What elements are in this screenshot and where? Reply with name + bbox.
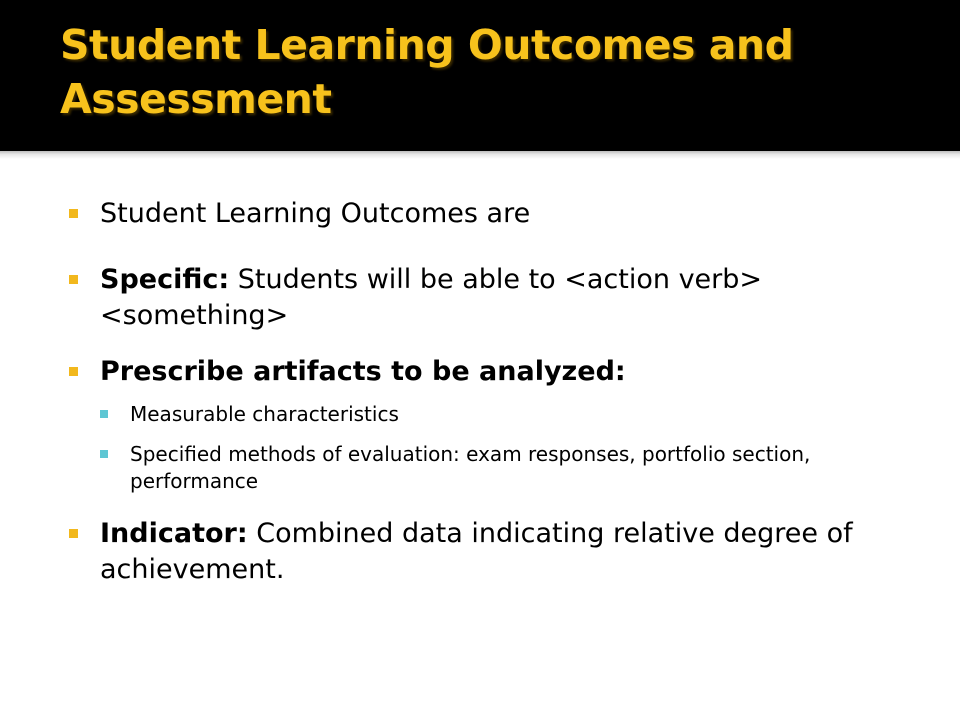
- square-bullet-icon: [69, 209, 78, 218]
- bullet-text: Specified methods of evaluation: exam responses, portfolio section, performance: [130, 442, 811, 493]
- square-bullet-icon: [100, 450, 108, 458]
- bullet-lead: Specific:: [100, 264, 230, 295]
- title-divider: [0, 151, 960, 159]
- slide-title: Student Learning Outcomes and Assessment: [60, 21, 794, 123]
- sub-bullet-methods: [98, 441, 916, 495]
- bullet-list: [66, 196, 916, 588]
- sub-bullet-measurable: [98, 401, 916, 428]
- bullet-item-outcomes: [66, 196, 916, 232]
- bullet-item-indicator: [66, 516, 916, 588]
- bullet-lead: Prescribe artifacts to be analyzed:: [100, 356, 626, 387]
- bullet-lead: Indicator:: [100, 518, 248, 549]
- square-bullet-icon: [69, 367, 78, 376]
- square-bullet-icon: [100, 410, 108, 418]
- bullet-text: Students will be able to <action verb> <something>: [100, 264, 763, 331]
- square-bullet-icon: [69, 275, 78, 284]
- bullet-text: Student Learning Outcomes are: [100, 198, 531, 229]
- bullet-text: Measurable characteristics: [130, 402, 399, 426]
- bullet-item-specific: [66, 262, 916, 334]
- square-bullet-icon: [69, 529, 78, 538]
- bullet-item-artifacts: [66, 354, 916, 390]
- bullet-text: Combined data indicating relative degree of achievement.: [100, 518, 853, 585]
